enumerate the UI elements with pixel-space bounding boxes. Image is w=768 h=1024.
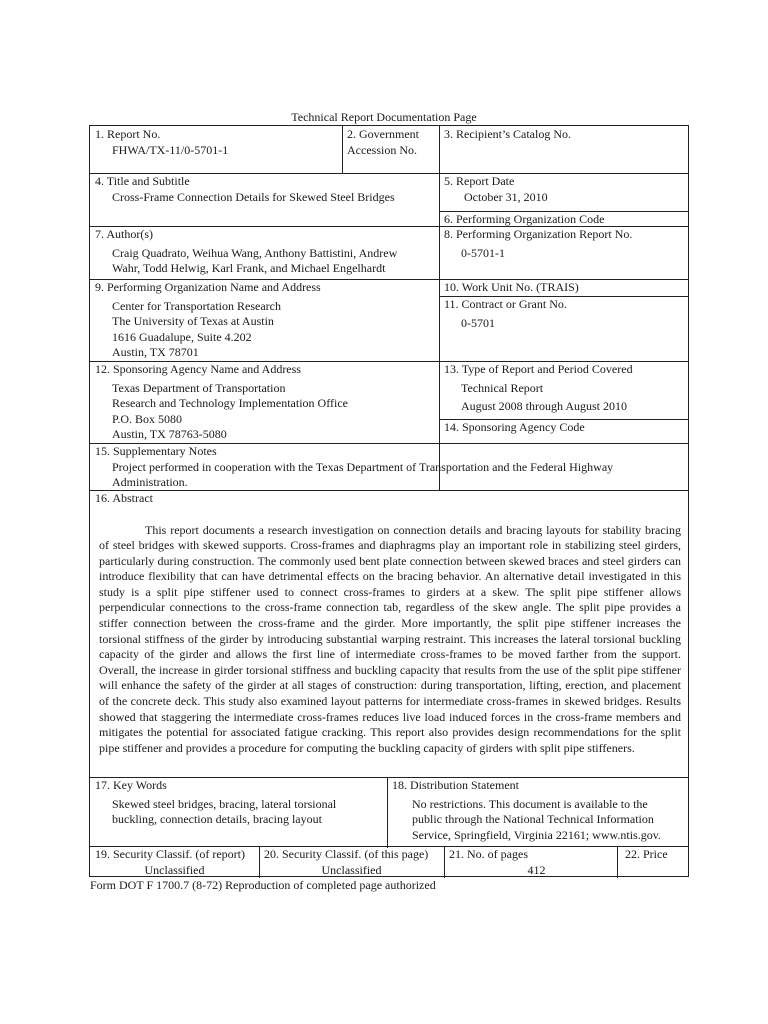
sponsoring-agency-line: P.O. Box 5080	[112, 411, 183, 426]
contract-label: 11. Contract or Grant No.	[444, 297, 567, 311]
performing-org-code-label: 6. Performing Organization Code	[444, 212, 605, 226]
title-subtitle-label: 4. Title and Subtitle	[95, 174, 190, 188]
documentation-form	[89, 125, 689, 877]
performing-org-label: 9. Performing Organization Name and Address	[95, 280, 321, 294]
security-report-label: 19. Security Classif. (of report)	[95, 847, 245, 861]
num-pages-cell	[444, 846, 617, 879]
page-title: Technical Report Documentation Page	[291, 110, 477, 124]
key-words-line: buckling, connection details, bracing layout	[112, 812, 322, 826]
report-date-label: 5. Report Date	[444, 174, 515, 188]
performing-org-line: The University of Texas at Austin	[112, 314, 274, 328]
performing-org-report-cell	[439, 226, 690, 262]
gov-accession-cell	[342, 126, 439, 159]
report-type-line: August 2008 through August 2010	[461, 399, 628, 413]
sponsoring-code-label: 14. Sponsoring Agency Code	[444, 420, 585, 434]
security-page-cell	[259, 846, 444, 879]
num-pages-label: 21. No. of pages	[449, 847, 528, 861]
key-words-cell	[90, 777, 387, 829]
sponsoring-agency-line: Texas Department of Transportation	[112, 380, 286, 395]
security-report-value: Unclassified	[144, 862, 205, 877]
performing-org-line: Center for Transportation Research	[112, 298, 281, 313]
key-words-line: Skewed steel bridges, bracing, lateral torsional	[112, 796, 337, 811]
security-page-value: Unclassified	[321, 862, 382, 877]
abstract-paragraph	[95, 523, 685, 757]
report-date-value: October 31, 2010	[464, 189, 548, 204]
supplementary-line: Project performed in cooperation with the Texas Department of Transportation and the Federal Highway	[112, 459, 614, 474]
sponsoring-agency-cell	[90, 361, 439, 444]
distribution-line: public through the National Technical Information	[412, 812, 654, 826]
report-type-label: 13. Type of Report and Period Covered	[444, 362, 633, 376]
supplementary-cell	[90, 443, 690, 492]
abstract-label: 16. Abstract	[95, 491, 153, 505]
supplementary-line: Administration.	[112, 475, 188, 489]
report-date-cell	[439, 173, 690, 206]
work-unit-label: 10. Work Unit No. (TRAIS)	[444, 280, 579, 294]
authors-line: Wahr, Todd Helwig, Karl Frank, and Michael Engelhardt	[112, 261, 386, 275]
key-words-label: 17. Key Words	[95, 778, 167, 792]
contract-cell	[439, 296, 690, 332]
gov-accession-label: Accession No.	[347, 142, 417, 157]
sponsoring-code-cell	[439, 419, 690, 437]
performing-org-line: Austin, TX 78701	[112, 345, 199, 359]
work-unit-cell	[439, 279, 690, 297]
sponsoring-agency-line: Research and Technology Implementation Office	[112, 396, 348, 410]
report-type-cell	[439, 361, 690, 416]
gov-accession-label: 2. Government	[347, 127, 419, 141]
authors-cell	[90, 226, 439, 278]
authors-line: Craig Quadrato, Weihua Wang, Anthony Battistini, Andrew	[112, 245, 398, 260]
performing-org-report-label: 8. Performing Organization Report No.	[444, 227, 633, 241]
form-footer: Form DOT F 1700.7 (8-72) Reproduction of completed page authorized	[90, 878, 436, 892]
performing-org-line: 1616 Guadalupe, Suite 4.202	[112, 329, 252, 344]
authors-label: 7. Author(s)	[95, 227, 153, 241]
security-page-label: 20. Security Classif. (of this page)	[264, 847, 429, 861]
recipient-catalog-cell	[439, 126, 690, 144]
performing-org-cell	[90, 279, 439, 362]
contract-value: 0-5701	[461, 315, 495, 330]
title-subtitle-cell	[90, 173, 439, 206]
sponsoring-agency-label: 12. Sponsoring Agency Name and Address	[95, 362, 301, 376]
report-no-label: 1. Report No.	[95, 127, 161, 141]
report-no-value: FHWA/TX-11/0-5701-1	[112, 142, 229, 157]
price-label: 22. Price	[625, 847, 668, 861]
performing-org-report-value: 0-5701-1	[461, 245, 505, 260]
sponsoring-agency-line: Austin, TX 78763-5080	[112, 427, 227, 441]
title-subtitle-value: Cross-Frame Connection Details for Skewed Steel Bridges	[112, 189, 395, 204]
recipient-catalog-label: 3. Recipient’s Catalog No.	[444, 127, 571, 141]
supplementary-label: 15. Supplementary Notes	[95, 444, 217, 458]
num-pages-value: 412	[527, 862, 546, 877]
distribution-line: No restrictions. This document is available to the	[412, 796, 648, 811]
abstract-text: This report documents a research investigation on connection details and bracing layouts for stability bracing of steel bridges with skewed supports. Cross-frames and diaphragms play an important role in stabilizing steel girders, particularly during construction. The commonly used bent plate connection between skewed braces and steel girders can introduce flexibility that can have detrimental effects on the bracing behavior. An alternative detail investigated in this study is a split pipe stiffener used to connect cross-frames to girders at a skew. The split pipe stiffener allows perpendicular connections to the cross-frame connection tab, regardless of the skew angle. The split pipe provides a stiffer connection between the cross-frame and the girder. More importantly, the split pipe stiffener increases the torsional stiffness of the girder by introducing substantial warping restraint. This increases the lateral torsional buckling capacity of the girder and allows the first line of intermediate cross-frames to be moved farther from the support. Overall, the increase in girder torsional stiffness and buckling capacity that results from the use of the split pipe stiffener will enhance the safety of the girder at all stages of construction: during transportation, lifting, erection, and placement of the concrete deck. This study also examined layout patterns for intermediate cross-frames in skewed bridges. Results showed that staggering the intermediate cross-frames reduces live load induced forces in the cross-frame members and mitigates the potential for associated fatigue cracking. This report also provides design recommendations for the split pipe stiffener and provides a procedure for computing the buckling capacity of girders with split pipe stiffeners.	[99, 522, 681, 755]
security-report-cell	[90, 846, 259, 879]
abstract-cell	[90, 490, 690, 757]
report-no-cell	[90, 126, 342, 159]
price-cell	[617, 846, 690, 864]
report-type-line: Technical Report	[461, 380, 544, 395]
distribution-line: Service, Springfield, Virginia 22161; www.ntis.gov.	[412, 827, 661, 842]
distribution-cell	[387, 777, 690, 844]
distribution-label: 18. Distribution Statement	[392, 778, 519, 792]
